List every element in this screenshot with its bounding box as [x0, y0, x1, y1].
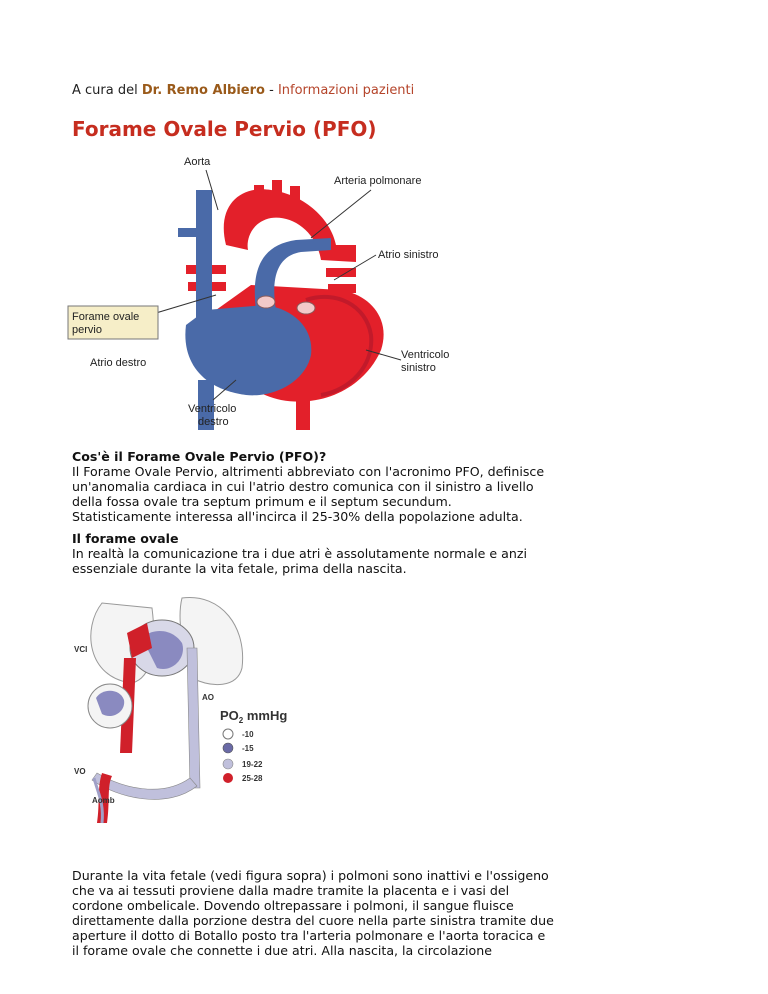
- section-forame-ovale: [72, 531, 712, 576]
- section-what-is-pfo: [72, 449, 712, 524]
- label-atrio-destro: Atrio destro: [90, 357, 147, 369]
- paragraph-line: Durante la vita fetale (vedi figura sopra) i polmoni sono inattivi e l'ossigeno: [72, 868, 549, 883]
- label-ventricolo-sinistro-1: Ventricolo: [401, 349, 450, 361]
- paragraph-line: Statisticamente interessa all'incirca il 25-30% della popolazione adulta.: [72, 509, 523, 524]
- label-arteria-polmonare: Arteria polmonare: [334, 175, 422, 187]
- label-vo: VO: [74, 767, 86, 776]
- patient-info-link[interactable]: Informazioni pazienti: [277, 83, 415, 98]
- page-title: Forame Ovale Pervio (PFO): [72, 117, 377, 141]
- paragraph-line: In realtà la comunicazione tra i due atri è assolutamente normale e anzi: [72, 546, 527, 561]
- legend-swatch-10: [223, 729, 233, 739]
- heart-diagram: [66, 150, 450, 430]
- paragraph-line: Il Forame Ovale Pervio, altrimenti abbreviato con l'acronimo PFO, definisce: [72, 464, 545, 479]
- fetal-circulation-diagram: [72, 588, 322, 828]
- legend-label-15: -15: [242, 744, 254, 753]
- paragraph-line: direttamente dalla porzione destra del cuore nella parte sinistra tramite due: [72, 913, 554, 928]
- legend-label-25-28: 25-28: [242, 774, 263, 783]
- paragraph-line: della fossa ovale tra septum primum e il septum secundum.: [72, 494, 452, 509]
- legend-swatch-19-22: [223, 759, 233, 769]
- label-aomb: Aomb: [92, 796, 115, 805]
- paragraph-line: il forame ovale che connette i due atri. Alla nascita, la circolazione: [72, 943, 492, 958]
- section-heading: Cos'è il Forame Ovale Pervio (PFO)?: [72, 449, 327, 464]
- paragraph-line: essenziale durante la vita fetale, prima della nascita.: [72, 561, 407, 576]
- paragraph-line: aperture il dotto di Botallo posto tra l'arteria polmonare e l'aorta toracica e: [72, 928, 546, 943]
- label-ao: AO: [202, 693, 214, 702]
- label-atrio-sinistro: Atrio sinistro: [378, 249, 439, 261]
- legend-label-10: -10: [242, 730, 254, 739]
- legend-title: $PO_2$ mmHg: [220, 708, 288, 725]
- label-forame-ovale-1: Forame ovale: [72, 311, 140, 323]
- byline-separator: -: [269, 83, 274, 98]
- label-vci: VCI: [74, 645, 88, 654]
- label-ventricolo-sinistro-2: sinistro: [401, 362, 436, 374]
- label-ventricolo-destro-2: destro: [198, 416, 229, 428]
- paragraph-line: che va ai tessuti proviene dalla madre tramite la placenta e i vasi del: [72, 883, 510, 898]
- section-heading: Il forame ovale: [72, 531, 179, 546]
- legend-swatch-25-28: [223, 773, 233, 783]
- byline-prefix: A cura del: [72, 83, 138, 98]
- legend-label-19-22: 19-22: [242, 760, 263, 769]
- label-ventricolo-destro-1: Ventricolo: [188, 403, 237, 415]
- paragraph-line: cordone ombelicale. Dovendo oltrepassare i polmoni, il sangue fluisce: [72, 898, 514, 913]
- paragraph-line: un'anomalia cardiaca in cui l'atrio destro comunica con il sinistro a livello: [72, 479, 534, 494]
- legend-swatch-15: [223, 743, 233, 753]
- label-forame-ovale-2: pervio: [72, 324, 102, 336]
- author-link[interactable]: Dr. Remo Albiero: [141, 83, 265, 98]
- byline: [72, 83, 414, 98]
- label-aorta: Aorta: [184, 156, 211, 168]
- section-fetal-life: [72, 868, 712, 958]
